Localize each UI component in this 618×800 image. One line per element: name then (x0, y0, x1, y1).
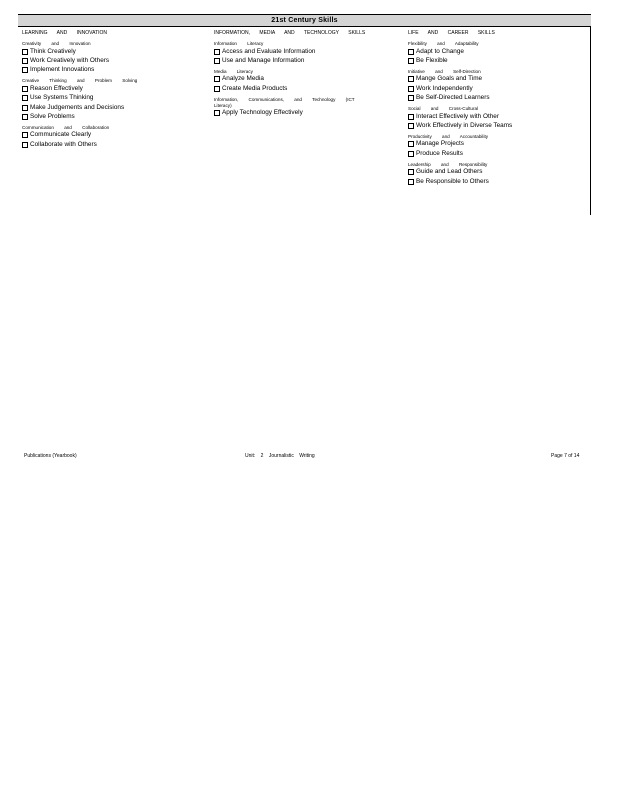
group-heading: Information Literacy (214, 41, 264, 46)
checkbox[interactable] (214, 76, 220, 82)
skill-label: Work Creatively with Others (30, 57, 110, 65)
checkbox[interactable] (408, 86, 414, 92)
checkbox[interactable] (22, 105, 28, 111)
checkbox[interactable] (22, 49, 28, 55)
skill-label: Work Independently (416, 84, 473, 92)
checkbox[interactable] (408, 169, 414, 175)
footer-page-number: Page 7 of 14 (551, 453, 580, 459)
skill-item[interactable] (408, 47, 588, 56)
group-heading: Social and Cross-Cultural (408, 105, 479, 111)
skill-label: Be Self-Directed Learners (416, 94, 490, 102)
checkbox[interactable] (22, 86, 28, 92)
skill-label: Reason Effectively (30, 84, 83, 92)
column-heading: LIFE AND CAREER SKILLS (408, 30, 495, 36)
footer-course: Publications (Yearbook) (24, 453, 77, 459)
group-heading: Flexibility and Adaptability (408, 41, 479, 46)
checkbox[interactable] (408, 114, 414, 120)
skill-label: Work Effectively in Diverse Teams (416, 122, 513, 130)
skill-label: Mange Goals and Time (416, 75, 483, 83)
skill-item[interactable] (22, 56, 212, 65)
skill-item[interactable] (408, 140, 588, 149)
checkbox[interactable] (214, 110, 220, 116)
checkbox[interactable] (408, 179, 414, 185)
skill-item[interactable] (408, 112, 588, 121)
column-heading: LEARNING AND INNOVATION (22, 30, 107, 36)
skill-item[interactable] (22, 84, 212, 93)
checkbox[interactable] (214, 86, 220, 92)
skill-item[interactable] (408, 94, 588, 103)
column-life-career (408, 30, 588, 186)
skill-label: Analyze Media (222, 75, 264, 83)
skill-label: Collaborate with Others (30, 140, 97, 148)
checkbox[interactable] (22, 142, 28, 148)
skill-item[interactable] (408, 56, 588, 65)
skill-item[interactable] (22, 47, 212, 56)
skill-item[interactable] (214, 84, 404, 93)
skill-label: Interact Effectively with Other (416, 112, 499, 120)
checkbox[interactable] (408, 95, 414, 101)
skill-item[interactable] (22, 66, 212, 75)
checkbox[interactable] (22, 95, 28, 101)
group-heading: Media Literacy (214, 68, 253, 74)
skill-label: Produce Results (416, 149, 463, 157)
skill-label: Manage Projects (416, 140, 464, 148)
skill-item[interactable] (214, 75, 404, 84)
column-information-media-technology (214, 30, 404, 118)
skill-label: Adapt to Change (416, 47, 464, 55)
group-heading: Communication and Collaboration (22, 124, 110, 130)
skill-item[interactable] (214, 109, 404, 118)
group-heading: Creativity and Innovation (22, 41, 91, 46)
group-heading: Productivity and Accountability (408, 133, 489, 139)
checkbox[interactable] (22, 114, 28, 120)
skill-item[interactable] (22, 103, 212, 112)
skill-item[interactable] (22, 94, 212, 103)
skill-item[interactable] (408, 121, 588, 130)
skill-label: Apply Technology Effectively (222, 109, 303, 117)
skill-item[interactable] (22, 131, 212, 140)
checkbox[interactable] (408, 123, 414, 129)
checkbox[interactable] (408, 76, 414, 82)
checkbox[interactable] (408, 58, 414, 64)
checkbox[interactable] (214, 49, 220, 55)
group-heading: Initiative and Self-Direction (408, 68, 481, 74)
skill-label: Create Media Products (222, 84, 288, 92)
column-heading: INFORMATION, MEDIA AND TECHNOLOGY SKILLS (214, 30, 366, 36)
skill-label: Use and Manage Information (222, 57, 305, 65)
column-learning-innovation (22, 30, 212, 150)
skill-item[interactable] (408, 168, 588, 177)
skill-label: Think Creatively (30, 47, 76, 55)
skill-label: Be Responsible to Others (416, 177, 489, 185)
skill-item[interactable] (214, 47, 404, 56)
checkbox[interactable] (22, 58, 28, 64)
skill-label: Communicate Clearly (30, 131, 92, 139)
group-heading: Information, Communications, and Technology (ICT Literacy) (214, 96, 355, 108)
skill-label: Access and Evaluate Information (222, 47, 316, 55)
skill-label: Guide and Lead Others (416, 168, 483, 176)
checkbox[interactable] (408, 49, 414, 55)
checkbox[interactable] (22, 132, 28, 138)
skill-label: Implement Innovations (30, 66, 95, 74)
group-heading: Creative Thinking and Problem Solving (22, 78, 138, 84)
skill-label: Be Flexible (416, 57, 448, 65)
skill-item[interactable] (214, 56, 404, 65)
skill-label: Make Judgements and Decisions (30, 103, 125, 111)
skill-item[interactable] (22, 140, 212, 149)
skill-item[interactable] (22, 112, 212, 121)
skill-item[interactable] (408, 84, 588, 93)
skill-item[interactable] (408, 149, 588, 158)
footer-unit: Unit: 2 Journalistic Writing (245, 453, 315, 459)
checkbox[interactable] (214, 58, 220, 64)
skills-checklist-table (18, 14, 591, 215)
skill-item[interactable] (408, 75, 588, 84)
checkbox[interactable] (22, 67, 28, 73)
checkbox[interactable] (408, 141, 414, 147)
skill-item[interactable] (408, 177, 588, 186)
skill-label: Solve Problems (30, 113, 75, 121)
skill-label: Use Systems Thinking (30, 94, 94, 102)
skills-title: 21st Century Skills (18, 14, 591, 27)
group-heading: Leadership and Responsibility (408, 161, 488, 167)
checkbox[interactable] (408, 151, 414, 157)
